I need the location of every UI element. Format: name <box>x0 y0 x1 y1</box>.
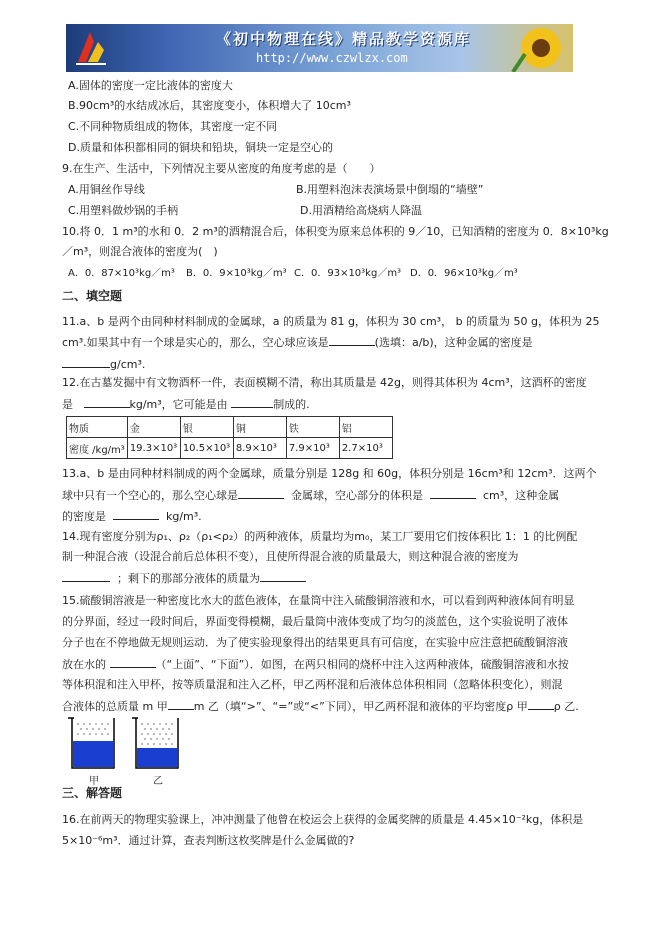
q10-line-2: ／m³，则混合液体的密度为( ) <box>62 245 218 258</box>
beaker-yi <box>132 718 178 768</box>
q16-line-1: 16.在前两天的物理实验课上，冲冲测量了他曾在校运会上获得的金属奖牌的质量是 4.45×10⁻²kg，体积是 <box>62 813 584 826</box>
q15-text-e: ρ 乙. <box>553 700 579 713</box>
beakers-figure <box>60 712 190 772</box>
density-table <box>66 416 393 459</box>
q14-blank-2[interactable] <box>260 570 306 582</box>
logo-icon <box>72 28 110 68</box>
q9-option-d: D.用酒精给高烧病人降温 <box>300 204 422 217</box>
q15-text-d: m 乙（填“>”、“=”或“<”下同），甲乙两杯混和液体的平均密度ρ 甲 <box>193 700 528 713</box>
table-cell: 19.3×10³ <box>127 438 180 459</box>
q12-line-1: 12.在古墓发掘中有文物酒杯一件，表面模糊不清，称出其质量是 42g，则得其体积为 4cm³，这酒杯的密度 <box>62 376 587 389</box>
q15-blank-2[interactable] <box>168 698 194 710</box>
q12-line-2 <box>62 396 310 412</box>
q10-option-b: B．0．9×10³kg／m³ <box>186 268 287 279</box>
q13-blank-2[interactable] <box>430 487 476 499</box>
q11-unit: g/cm³. <box>110 358 146 371</box>
q15-line-3: 分子也在不停地做无规则运动．为了使实验现象得出的结果更具有可信度，在实验中应注意把硫酸铜溶液 <box>62 636 568 649</box>
section-fill-blank-heading: 二、填空题 <box>62 289 123 303</box>
table-header-cell: 金 <box>127 417 180 438</box>
q10-line-1: 10.将 0．1 m³的水和 0．2 m³的酒精混合后，体积变为原来总体积的 9／10，已知酒精的密度为 0．8×10³kg <box>62 225 609 238</box>
q11-blank-1[interactable] <box>329 334 375 346</box>
q13-line-1: 13.a、b 是由同种材料制成的两个金属球，质量分别是 128g 和 60g，体积分别是 16cm³和 12cm³．这两个 <box>62 467 597 480</box>
q13-text-a: 球中只有一个空心的，那么空心球是 <box>62 489 238 502</box>
q14-line-2: 制一种混合液（设混合前后总体积不变），且使所得混合液的质量最大，则这种混合液的密度为 <box>62 550 519 563</box>
table-header-cell: 物质 <box>67 417 128 438</box>
q15-line-2: 的分界面，经过一段时间后，界面变得模糊，最后量筒中液体变成了均匀的淡蓝色，这个实验说明了液体 <box>62 615 568 628</box>
q13-line-3 <box>62 508 202 524</box>
q14-blank-1[interactable] <box>62 570 110 582</box>
q14-line-1: 14.现有密度分别为ρ₁、ρ₂（ρ₁<ρ₂）的两种液体，质量均为m₀，某工厂要用它们按体积比 1：1 的比例配 <box>62 530 578 543</box>
q12-text-b: kg/m³，它可能是由 <box>129 398 228 411</box>
sunflower-icon <box>505 24 569 72</box>
q12-blank-2[interactable] <box>231 396 273 408</box>
table-header-cell: 铜 <box>233 417 286 438</box>
banner-title: 《初中物理在线》精品教学资源库 <box>216 30 472 48</box>
beaker-jia <box>68 718 114 768</box>
q14-text-b: ；剩下的那部分液体的质量为 <box>117 572 260 585</box>
q9-option-a: A.用铜丝作导线 <box>68 183 145 196</box>
q9-stem: 9.在生产、生活中，下列情况主要从密度的角度考虑的是（ ） <box>62 162 381 175</box>
table-cell: 7.9×10³ <box>286 438 339 459</box>
q10-option-c: C．0．93×10³kg／m³ <box>294 268 402 279</box>
q13-unit: kg/m³. <box>166 510 202 523</box>
table-header-row <box>67 417 393 438</box>
q14-line-3 <box>62 570 306 586</box>
q11-line-2 <box>62 334 533 350</box>
beaker-label-yi: 乙 <box>153 776 163 787</box>
q15-text-b: （“上面”、“下面”）．如图，在两只相同的烧杯中注入这两种液体，硫酸铜溶液和水按 <box>155 658 569 671</box>
q15-blank-3[interactable] <box>528 698 554 710</box>
table-cell: 8.9×10³ <box>233 438 286 459</box>
q8-option-b: B.90cm³的水结成冰后，其密度变小，体积增大了 10cm³ <box>68 99 351 112</box>
q15-text-a: 放在水的 <box>62 658 106 671</box>
q8-option-c: C.不同种物质组成的物体，其密度一定不同 <box>68 120 278 133</box>
q15-line-4 <box>62 656 569 672</box>
q8-option-a: A.固体的密度一定比液体的密度大 <box>68 79 233 92</box>
q9-option-c: C.用塑料做炒锅的手柄 <box>68 204 179 217</box>
q9-option-b: B.用塑料泡沫表演场景中倒塌的“墙壁” <box>296 183 484 196</box>
q11-line-1: 11.a、b 是两个由同种材料制成的金属球，a 的质量为 81 g，体积为 30 cm³， b 的质量为 50 g，体积为 25 <box>62 315 600 328</box>
q11-line-3 <box>62 356 145 372</box>
q10-option-a: A．0．87×10³kg／m³ <box>68 268 175 279</box>
table-cell: 2.7×10³ <box>339 438 392 459</box>
banner-url[interactable]: http://www.czwlzx.com <box>256 51 408 65</box>
q13-text-d: 的密度是 <box>62 510 106 523</box>
q13-line-2 <box>62 487 559 503</box>
header-banner <box>66 24 573 72</box>
q15-text-c: 合液体的总质量 m 甲 <box>62 700 168 713</box>
q8-option-d: D.质量和体积都相同的铜块和铅块，铜块一定是空心的 <box>68 141 333 154</box>
q12-text-a: 是 <box>62 398 73 411</box>
q15-line-5: 等体积混和注入甲杯，按等质量混和注入乙杯，甲乙两杯混和后液体总体积相同（忽略体积变化），则混 <box>62 678 563 691</box>
q13-blank-3[interactable] <box>113 508 159 520</box>
q13-text-b: 金属球，空心部分的体积是 <box>291 489 423 502</box>
q13-blank-1[interactable] <box>238 487 284 499</box>
table-cell: 10.5×10³ <box>180 438 233 459</box>
table-header-cell: 铝 <box>339 417 392 438</box>
q11-blank-2[interactable] <box>62 356 110 368</box>
table-header-cell: 银 <box>180 417 233 438</box>
table-header-cell: 铁 <box>286 417 339 438</box>
q16-line-2: 5×10⁻⁶m³．通过计算，查表判断这枚奖牌是什么金属做的? <box>62 834 355 847</box>
beaker-label-jia: 甲 <box>89 776 99 787</box>
q11-text-a: cm³.如果其中有一个球是实心的，那么，空心球应该是 <box>62 336 329 349</box>
table-row <box>67 438 393 459</box>
q12-blank-1[interactable] <box>84 396 130 408</box>
q10-option-d: D．0．96×10³kg／m³ <box>410 268 518 279</box>
q13-text-c: cm³，这种金属 <box>483 489 560 502</box>
q15-blank-1[interactable] <box>110 656 156 668</box>
q15-line-1: 15.硫酸铜溶液是一种密度比水大的蓝色液体，在量筒中注入硫酸铜溶液和水，可以看到两种液体间有明显 <box>62 594 575 607</box>
q12-text-c: 制成的. <box>273 398 310 411</box>
q11-text-b: (选填：a/b)，这种金属的密度是 <box>374 336 533 349</box>
table-row-label: 密度 /kg/m³ <box>67 438 128 459</box>
section-answer-heading: 三、解答题 <box>62 786 123 800</box>
